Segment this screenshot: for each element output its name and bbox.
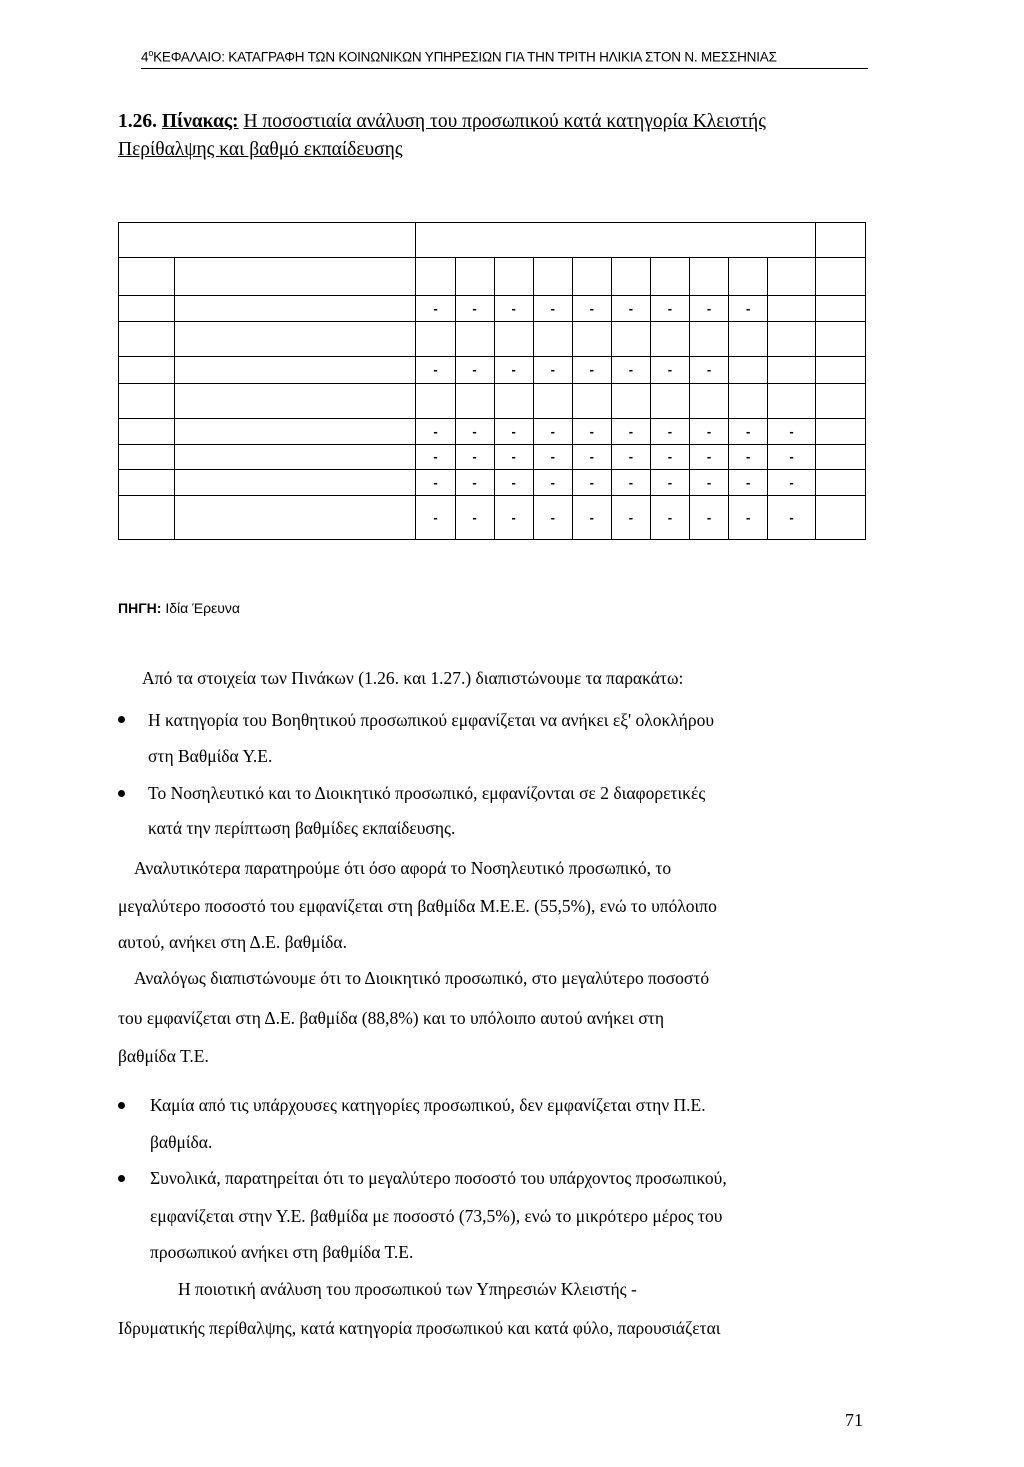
- table-cell: [768, 470, 816, 496]
- table-row: [119, 321, 866, 356]
- table-cell-dash: -: [472, 449, 477, 465]
- table-label: Πίνακας:: [161, 111, 239, 132]
- table-cell-dash: -: [511, 475, 516, 491]
- table-cell: [816, 296, 866, 322]
- table-cell: [455, 384, 494, 419]
- bullet-3-line-1: Καμία από τις υπάρχουσες κατηγορίες προσωπικού, δεν εμφανίζεται στην Π.Ε.: [150, 1095, 706, 1115]
- paragraph-2-line-1: Αναλόγως διαπιστώνουμε ότι το Διοικητικό προσωπικό, στο μεγαλύτερο ποσοστό: [134, 968, 710, 988]
- table-row: [119, 296, 866, 322]
- table-cell: [650, 296, 689, 322]
- bullet-marker-2: [118, 790, 125, 797]
- table-cell-dash: -: [511, 449, 516, 465]
- table-cell: [729, 356, 768, 384]
- table-cell: [455, 495, 494, 539]
- table-cell: [533, 444, 572, 470]
- table-cell: [119, 296, 175, 322]
- table-cell: [690, 444, 729, 470]
- table-cell-dash: -: [667, 475, 673, 491]
- table-row: [119, 257, 866, 295]
- table-cell-dash: -: [628, 300, 634, 316]
- table-cell: [455, 444, 494, 470]
- table-cell: [768, 296, 816, 322]
- table-cell-dash: -: [511, 362, 516, 378]
- table-cell: [572, 356, 611, 384]
- table-cell: [455, 321, 494, 356]
- bullet-marker-3: [118, 1102, 125, 1109]
- table-cell-dash: -: [433, 362, 438, 378]
- paragraph-2-line-3: βαθμίδα Τ.Ε.: [118, 1046, 209, 1066]
- table-cell-dash: -: [706, 475, 712, 491]
- table-cell: [729, 257, 768, 295]
- table-cell: [572, 257, 611, 295]
- table-cell: [768, 356, 816, 384]
- table-row: [119, 223, 866, 258]
- table-header-cell: [416, 223, 816, 258]
- paragraph-1-line-2: μεγαλύτερο ποσοστό του εμφανίζεται στη βαθμίδα Μ.Ε.Ε. (55,5%), ενώ το υπόλοιπο: [118, 896, 717, 916]
- table-cell-dash: -: [667, 509, 673, 525]
- bullet-3-line-2: βαθμίδα.: [150, 1132, 213, 1152]
- table-cell-dash: -: [589, 475, 594, 491]
- table-cell-dash: -: [472, 423, 477, 439]
- table-cell: [729, 444, 768, 470]
- table-row: [119, 444, 866, 470]
- table-cell-dash: -: [706, 362, 712, 378]
- table-cell: [533, 356, 572, 384]
- bullet-marker-1: [118, 716, 125, 723]
- table-cell-dash: -: [433, 423, 438, 439]
- table-cell: [533, 495, 572, 539]
- intro-line: Από τα στοιχεία των Πινάκων (1.26. και 1.27.) διαπιστώνουμε τα παρακάτω:: [142, 668, 684, 688]
- table-cell: [533, 419, 572, 445]
- table-cell: [175, 495, 416, 539]
- table-cell: [690, 470, 729, 496]
- table-cell: [455, 257, 494, 295]
- table-cell: [416, 419, 455, 445]
- table-cell-dash: -: [628, 509, 634, 525]
- table-cell-dash: -: [550, 475, 555, 491]
- table-cell-dash: -: [589, 300, 594, 316]
- table-cell-dash: -: [667, 300, 673, 316]
- source-note: [118, 600, 240, 616]
- table-cell: [816, 384, 866, 419]
- table-cell: [416, 296, 455, 322]
- table-title-line-1: Η ποσοστιαία ανάλυση του προσωπικού κατά κατηγορία Κλειστής: [243, 111, 766, 132]
- table-cell: [690, 495, 729, 539]
- table-cell-dash: -: [550, 449, 555, 465]
- table-cell: [494, 470, 533, 496]
- table-cell-dash: -: [789, 509, 794, 525]
- table-cell-dash: -: [667, 423, 673, 439]
- table-cell: [494, 384, 533, 419]
- table-cell: [119, 495, 175, 539]
- table-cell: [611, 257, 650, 295]
- table-cell: [690, 384, 729, 419]
- table-cell: [175, 419, 416, 445]
- table-cell: [816, 356, 866, 384]
- table-cell: [611, 356, 650, 384]
- table-cell-dash: -: [789, 475, 794, 491]
- table-cell: [416, 384, 455, 419]
- table-cell: [816, 419, 866, 445]
- table-cell-dash: -: [789, 423, 794, 439]
- table-title-line-2: Περίθαλψης και βαθμό εκπαίδευσης: [118, 139, 403, 160]
- table-cell: [690, 419, 729, 445]
- table-header-cell: [816, 223, 866, 258]
- table-cell-dash: -: [745, 509, 751, 525]
- paragraph-1-line-3: αυτού, ανήκει στη Δ.Ε. βαθμίδα.: [118, 932, 347, 952]
- table-cell: [768, 321, 816, 356]
- table-cell: [572, 444, 611, 470]
- table-cell-dash: -: [472, 300, 477, 316]
- table-cell: [119, 384, 175, 419]
- table-cell: [175, 321, 416, 356]
- table-cell-dash: -: [628, 423, 634, 439]
- table-header-cell: [119, 223, 416, 258]
- table-cell: [650, 444, 689, 470]
- table-cell: [119, 356, 175, 384]
- table-cell: [611, 419, 650, 445]
- table-cell: [650, 419, 689, 445]
- bullet-1-line-2: στη Βαθμίδα Υ.Ε.: [148, 746, 273, 766]
- table-cell: [494, 356, 533, 384]
- table-cell-dash: -: [433, 300, 438, 316]
- table-cell-dash: -: [511, 509, 516, 525]
- table-cell: [611, 444, 650, 470]
- table-cell: [768, 384, 816, 419]
- table-cell: [494, 495, 533, 539]
- table-number: 1.26.: [118, 111, 157, 132]
- table-cell: [690, 356, 729, 384]
- table-cell: [494, 296, 533, 322]
- table-caption: [118, 108, 878, 164]
- table-cell: [729, 419, 768, 445]
- table-cell-dash: -: [472, 475, 477, 491]
- table-cell: [650, 257, 689, 295]
- table-cell-dash: -: [511, 423, 516, 439]
- table-cell: [119, 444, 175, 470]
- table-cell: [611, 495, 650, 539]
- page-number: 71: [845, 1410, 863, 1430]
- table-cell: [119, 419, 175, 445]
- bullet-2-line-1: Το Νοσηλευτικό και το Διοικητικό προσωπικό, εμφανίζονται σε 2 διαφορετικές: [148, 783, 706, 803]
- table-cell: [816, 444, 866, 470]
- table-cell-dash: -: [511, 300, 516, 316]
- table-cell-dash: -: [433, 449, 438, 465]
- table-cell: [816, 321, 866, 356]
- table-cell-dash: -: [706, 449, 712, 465]
- table-cell: [768, 444, 816, 470]
- table-cell: [611, 321, 650, 356]
- table-cell: [533, 470, 572, 496]
- table-cell-dash: -: [667, 449, 673, 465]
- bullet-marker-4: [118, 1175, 125, 1182]
- bullet-4-line-1: Συνολικά, παρατηρείται ότι το μεγαλύτερο ποσοστό του υπάρχοντος προσωπικού,: [150, 1168, 727, 1188]
- table-cell-dash: -: [745, 300, 751, 316]
- chapter-title: ΚΕΦΑΛΑΙΟ: ΚΑΤΑΓΡΑΦΗ ΤΩΝ ΚΟΙΝΩΝΙΚΩΝ ΥΠΗΡΕΣΙΩΝ ΓΙΑ ΤΗΝ ΤΡΙΤΗ ΗΛΙΚΙΑ ΣΤΟΝ Ν. ΜΕΣΣΗΝΙΑΣ: [153, 49, 777, 65]
- table-cell: [650, 384, 689, 419]
- table-cell-dash: -: [550, 300, 555, 316]
- table-cell: [119, 257, 175, 295]
- bullet-1-line-1: Η κατηγορία του Βοηθητικού προσωπικού εμφανίζεται να ανήκει εξ' ολοκλήρου: [148, 710, 714, 730]
- table-cell-dash: -: [433, 475, 438, 491]
- table-cell: [611, 296, 650, 322]
- table-cell: [119, 321, 175, 356]
- table-cell: [650, 470, 689, 496]
- running-header: [141, 48, 868, 69]
- table-cell: [416, 321, 455, 356]
- table-cell: [768, 419, 816, 445]
- table-cell: [533, 257, 572, 295]
- table-cell: [572, 384, 611, 419]
- table-row: [119, 356, 866, 384]
- table-cell: [650, 495, 689, 539]
- table-cell: [455, 419, 494, 445]
- table-cell: [416, 495, 455, 539]
- table-cell-dash: -: [706, 509, 712, 525]
- table-cell: [650, 321, 689, 356]
- table-row: [119, 419, 866, 445]
- table-cell: [816, 257, 866, 295]
- paragraph-1-line-1: Αναλυτικότερα παρατηρούμε ότι όσο αφορά το Νοσηλευτικό προσωπικό, το: [134, 858, 672, 878]
- table-cell: [175, 384, 416, 419]
- table-cell: [494, 419, 533, 445]
- table-cell-dash: -: [589, 362, 594, 378]
- table-cell: [416, 257, 455, 295]
- table-cell: [572, 296, 611, 322]
- table-cell: [729, 470, 768, 496]
- table-cell: [175, 356, 416, 384]
- table-cell: [572, 419, 611, 445]
- table-cell: [494, 444, 533, 470]
- table-cell: [494, 321, 533, 356]
- table-cell-dash: -: [745, 449, 751, 465]
- table-cell: [416, 356, 455, 384]
- table-cell: [572, 321, 611, 356]
- table-cell: [175, 296, 416, 322]
- table-cell: [572, 495, 611, 539]
- table-cell: [690, 257, 729, 295]
- table-cell-dash: -: [628, 475, 634, 491]
- table-row: [119, 495, 866, 539]
- table-cell-dash: -: [789, 449, 794, 465]
- table-cell: [455, 356, 494, 384]
- table-cell: [768, 257, 816, 295]
- source-text: Ιδία Έρευνα: [165, 600, 241, 616]
- chapter-number-superscript: ο: [148, 48, 154, 58]
- table-cell: [816, 495, 866, 539]
- table-cell-dash: -: [433, 509, 438, 525]
- table-cell: [494, 257, 533, 295]
- table-cell-dash: -: [706, 423, 712, 439]
- paragraph-2-line-2: του εμφανίζεται στη Δ.Ε. βαθμίδα (88,8%) και το υπόλοιπο αυτού ανήκει στη: [118, 1008, 664, 1028]
- table-cell-dash: -: [550, 362, 555, 378]
- data-table-container: [118, 222, 866, 540]
- table-cell: [729, 495, 768, 539]
- table-cell: [416, 470, 455, 496]
- table-cell-dash: -: [745, 423, 751, 439]
- table-cell-dash: -: [589, 509, 594, 525]
- table-row: [119, 470, 866, 496]
- table-cell-dash: -: [550, 509, 555, 525]
- bullet-4-line-2: εμφανίζεται στην Υ.Ε. βαθμίδα με ποσοστό (73,5%), ενώ το μικρότερο μέρος του: [150, 1206, 723, 1226]
- table-cell-dash: -: [589, 449, 594, 465]
- table-cell: [572, 470, 611, 496]
- table-cell-dash: -: [472, 362, 477, 378]
- table-cell: [729, 384, 768, 419]
- table-cell-dash: -: [628, 362, 634, 378]
- source-label: ΠΗΓΗ:: [118, 600, 162, 616]
- table-cell: [455, 470, 494, 496]
- table-cell-dash: -: [589, 423, 594, 439]
- table-cell: [175, 444, 416, 470]
- table-cell: [533, 321, 572, 356]
- table-row: [119, 384, 866, 419]
- table-cell-dash: -: [472, 509, 477, 525]
- table-cell: [729, 321, 768, 356]
- bullet-4-line-3: προσωπικού ανήκει στη βαθμίδα Τ.Ε.: [150, 1242, 414, 1262]
- table-cell-dash: -: [550, 423, 555, 439]
- table-cell: [768, 495, 816, 539]
- table-cell: [416, 444, 455, 470]
- table-cell: [650, 356, 689, 384]
- table-cell: [533, 384, 572, 419]
- table-cell: [611, 384, 650, 419]
- table-cell: [611, 470, 650, 496]
- table-cell: [175, 257, 416, 295]
- table-cell-dash: -: [706, 300, 712, 316]
- table-cell: [690, 321, 729, 356]
- chapter-number: 4: [141, 49, 149, 65]
- table-cell-dash: -: [667, 362, 673, 378]
- paragraph-3-line-1: Η ποιοτική ανάλυση του προσωπικού των Υπηρεσιών Κλειστής -: [178, 1279, 637, 1299]
- table-cell: [175, 470, 416, 496]
- table-cell-dash: -: [745, 475, 751, 491]
- table-cell-dash: -: [628, 449, 634, 465]
- paragraph-3-line-2: Ιδρυματικής περίθαλψης, κατά κατηγορία προσωπικού και κατά φύλο, παρουσιάζεται: [118, 1318, 721, 1338]
- bullet-2-line-2: κατά την περίπτωση βαθμίδες εκπαίδευσης.: [148, 818, 456, 838]
- table-cell: [533, 296, 572, 322]
- table-cell: [690, 296, 729, 322]
- table-cell: [455, 296, 494, 322]
- table-cell: [119, 470, 175, 496]
- data-table: [118, 222, 866, 540]
- table-cell: [816, 470, 866, 496]
- table-cell: [729, 296, 768, 322]
